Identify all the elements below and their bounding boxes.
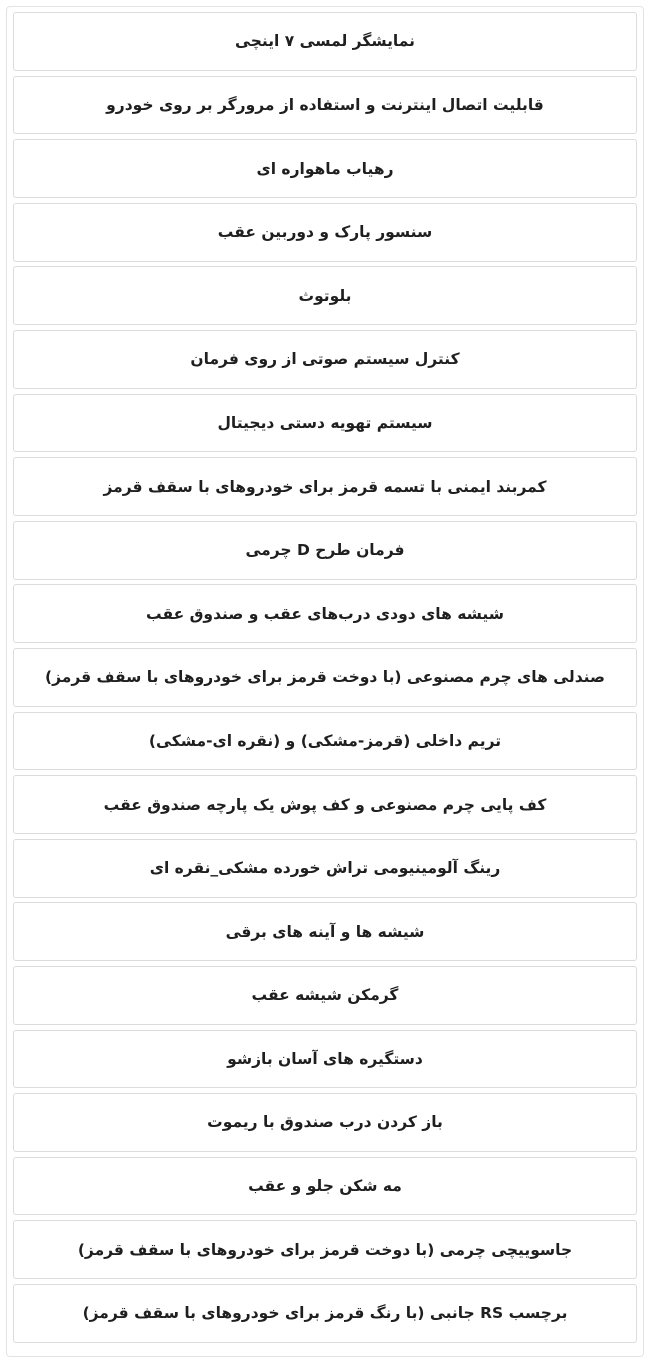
list-item bbox=[13, 139, 637, 198]
list-item bbox=[13, 966, 637, 1025]
feature-label: دستگیره های آسان بازشو bbox=[227, 1049, 423, 1068]
feature-label: فرمان طرح D چرمی bbox=[245, 541, 405, 560]
feature-label: شیشه های دودی درب‌های عقب و صندوق عقب bbox=[146, 604, 504, 623]
feature-label: بلوتوث bbox=[298, 286, 352, 305]
list-item bbox=[13, 584, 637, 643]
list-item bbox=[13, 12, 637, 71]
feature-label: جاسوییچی چرمی (با دوخت قرمز برای خودروهای با سقف قرمز) bbox=[77, 1240, 573, 1259]
list-item bbox=[13, 902, 637, 961]
list-item bbox=[13, 1093, 637, 1152]
feature-label: کف پایی چرم مصنوعی و کف پوش یک پارچه صندوق عقب bbox=[103, 795, 547, 814]
list-item bbox=[13, 266, 637, 325]
list-item bbox=[13, 76, 637, 135]
feature-label: برچسب RS جانبی (با رنگ قرمز برای خودروهای با سقف قرمز) bbox=[82, 1304, 568, 1323]
feature-label: کمربند ایمنی با تسمه قرمز برای خودروهای با سقف قرمز bbox=[103, 477, 547, 496]
feature-label: شیشه ها و آینه های برقی bbox=[225, 922, 425, 941]
list-item bbox=[13, 1030, 637, 1089]
features-list bbox=[6, 6, 644, 1357]
list-item bbox=[13, 1220, 637, 1279]
list-item bbox=[13, 457, 637, 516]
feature-label: گرمکن شیشه عقب bbox=[251, 986, 399, 1005]
feature-label: قابلیت اتصال اینترنت و استفاده از مرورگر بر روی خودرو bbox=[106, 95, 544, 114]
feature-label: کنترل سیستم صوتی از روی فرمان bbox=[190, 350, 460, 369]
list-item bbox=[13, 712, 637, 771]
list-item bbox=[13, 330, 637, 389]
list-item bbox=[13, 203, 637, 262]
list-item bbox=[13, 1284, 637, 1343]
feature-label: سنسور پارک و دوربین عقب bbox=[217, 223, 433, 242]
feature-label: باز کردن درب صندوق با ریموت bbox=[207, 1113, 443, 1132]
list-item bbox=[13, 521, 637, 580]
feature-label: صندلی های چرم مصنوعی (با دوخت قرمز برای خودروهای با سقف قرمز) bbox=[45, 668, 605, 687]
list-item bbox=[13, 648, 637, 707]
feature-label: سیستم تهویه دستی دیجیتال bbox=[217, 413, 433, 432]
feature-label: نمایشگر لمسی ۷ اینچی bbox=[235, 32, 415, 51]
list-item bbox=[13, 1157, 637, 1216]
list-item bbox=[13, 839, 637, 898]
feature-label: رینگ آلومینیومی تراش خورده مشکی_نقره ای bbox=[149, 859, 501, 878]
feature-label: مه شکن جلو و عقب bbox=[248, 1177, 402, 1196]
feature-label: رهیاب ماهواره ای bbox=[256, 159, 394, 178]
list-item bbox=[13, 775, 637, 834]
list-item bbox=[13, 394, 637, 453]
feature-label: تریم داخلی (قرمز-مشکی) و (نقره ای-مشکی) bbox=[148, 731, 502, 750]
